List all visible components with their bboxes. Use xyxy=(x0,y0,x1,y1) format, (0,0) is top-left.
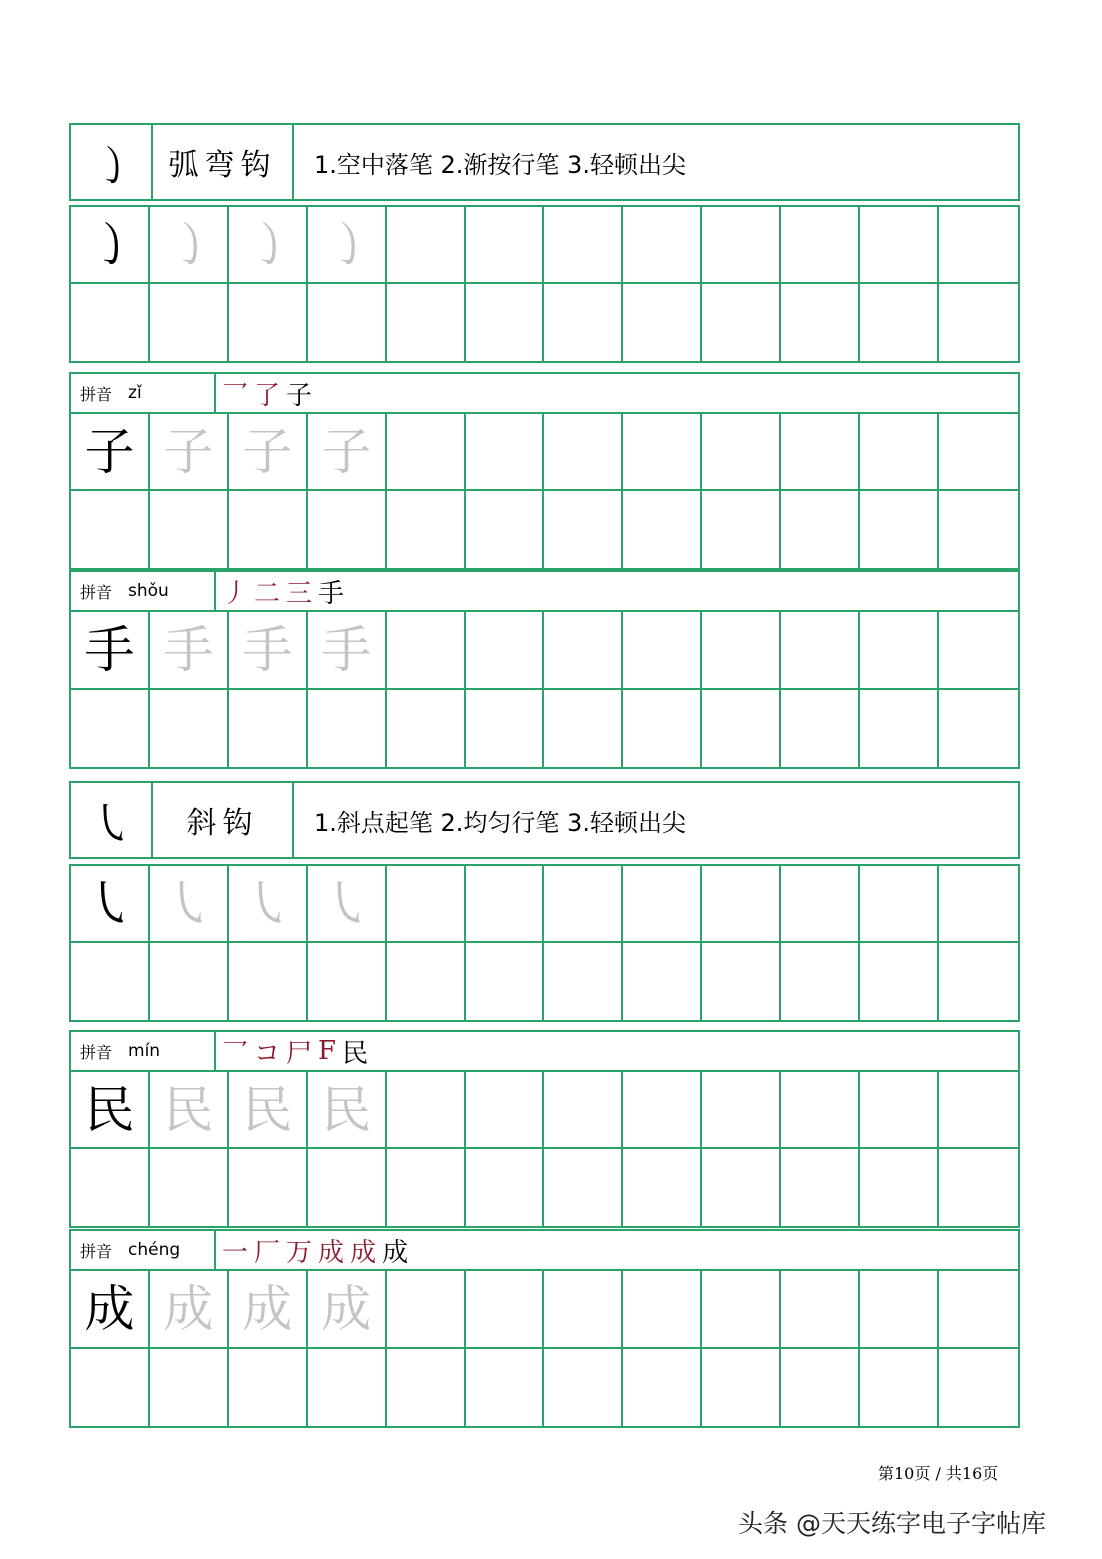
page-number: 第10页 / 共16页 xyxy=(878,1464,999,1483)
watermark: 头条 @天天练字电子字帖库 xyxy=(738,1509,1046,1538)
empty-practice-cell xyxy=(466,943,545,1020)
char-block-min xyxy=(69,1030,1020,1070)
empty-practice-cell xyxy=(150,943,229,1020)
empty-practice-cell xyxy=(387,1149,466,1226)
empty-practice-cell xyxy=(544,866,623,943)
empty-practice-cell xyxy=(387,284,466,361)
stroke-order-step: 成 xyxy=(318,1237,345,1268)
empty-practice-cell xyxy=(544,1271,623,1349)
char-block-zi xyxy=(69,372,1020,412)
empty-practice-cell xyxy=(387,690,466,768)
model-char-cell: 子 xyxy=(71,414,150,491)
empty-practice-cell xyxy=(623,1072,702,1149)
empty-practice-cell xyxy=(623,866,702,943)
empty-practice-cell xyxy=(781,612,860,690)
empty-practice-cell xyxy=(229,943,308,1020)
stroke-order xyxy=(216,572,1018,610)
trace-char-cell: ㇁ xyxy=(229,207,308,284)
empty-practice-cell xyxy=(623,1271,702,1349)
empty-practice-cell xyxy=(544,690,623,768)
empty-practice-cell xyxy=(939,1149,1018,1226)
stroke-order-step: 子 xyxy=(286,380,313,411)
stroke-practice-grid-1 xyxy=(69,205,1020,363)
pinyin-label: 拼音 xyxy=(80,1241,113,1261)
model-char-cell: ㇂ xyxy=(71,866,150,943)
trace-char-cell: 手 xyxy=(150,612,229,690)
empty-practice-cell xyxy=(781,866,860,943)
empty-practice-cell xyxy=(702,866,781,943)
empty-practice-cell xyxy=(544,1072,623,1149)
empty-practice-cell xyxy=(939,612,1018,690)
trace-char-cell: ㇁ xyxy=(150,207,229,284)
pinyin-label: 拼音 xyxy=(80,384,113,404)
empty-practice-cell xyxy=(702,284,781,361)
empty-practice-cell xyxy=(702,1149,781,1226)
empty-practice-cell xyxy=(860,1149,939,1226)
pinyin-text: shǒu xyxy=(128,581,169,601)
empty-practice-cell xyxy=(781,1149,860,1226)
trace-char-cell: 民 xyxy=(229,1072,308,1149)
empty-practice-cell xyxy=(544,612,623,690)
empty-practice-cell xyxy=(308,1149,387,1226)
empty-practice-cell xyxy=(781,690,860,768)
model-char-cell: ㇁ xyxy=(71,207,150,284)
trace-char-cell: 成 xyxy=(229,1271,308,1349)
empty-practice-cell xyxy=(387,1072,466,1149)
empty-practice-cell xyxy=(860,1271,939,1349)
trace-char-cell: 子 xyxy=(229,414,308,491)
stroke-order xyxy=(216,374,1018,412)
empty-practice-cell xyxy=(466,690,545,768)
stroke-order-step: 民 xyxy=(342,1038,369,1069)
stroke-order-step: 万 xyxy=(286,1237,313,1268)
empty-practice-cell xyxy=(229,284,308,361)
char-block-shou xyxy=(69,570,1020,610)
empty-practice-cell xyxy=(939,1072,1018,1149)
model-char-cell: 民 xyxy=(71,1072,150,1149)
empty-practice-cell xyxy=(860,612,939,690)
model-char-cell: 成 xyxy=(71,1271,150,1349)
empty-practice-cell xyxy=(702,491,781,568)
empty-practice-cell xyxy=(466,207,545,284)
empty-practice-cell xyxy=(702,1271,781,1349)
stroke-glyph: ㇂ xyxy=(71,783,153,857)
stroke-order-step: 成 xyxy=(382,1237,409,1268)
empty-practice-cell xyxy=(466,1349,545,1427)
empty-practice-cell xyxy=(150,284,229,361)
empty-practice-cell xyxy=(387,1349,466,1427)
empty-practice-cell xyxy=(939,491,1018,568)
empty-practice-cell xyxy=(939,284,1018,361)
empty-practice-cell xyxy=(387,491,466,568)
empty-practice-cell xyxy=(387,612,466,690)
empty-practice-cell xyxy=(229,491,308,568)
empty-practice-cell xyxy=(544,943,623,1020)
trace-char-cell: 民 xyxy=(308,1072,387,1149)
empty-practice-cell xyxy=(466,866,545,943)
empty-practice-cell xyxy=(781,491,860,568)
empty-practice-cell xyxy=(387,866,466,943)
stroke-order-step: 乛 xyxy=(222,1038,249,1069)
empty-practice-cell xyxy=(939,1349,1018,1427)
pinyin-text: chéng xyxy=(128,1240,181,1260)
stroke-order-step: 了 xyxy=(254,380,281,411)
empty-practice-cell xyxy=(623,207,702,284)
empty-practice-cell xyxy=(623,414,702,491)
stroke-order xyxy=(216,1231,1018,1269)
stroke-order-step: 厂 xyxy=(254,1237,281,1268)
trace-char-cell: ㇂ xyxy=(150,866,229,943)
stroke-order-step: 尸 xyxy=(286,1038,313,1069)
empty-practice-cell xyxy=(623,284,702,361)
trace-char-cell: 子 xyxy=(150,414,229,491)
empty-practice-cell xyxy=(71,284,150,361)
empty-practice-cell xyxy=(466,612,545,690)
empty-practice-cell xyxy=(623,612,702,690)
stroke-order-step: 三 xyxy=(286,578,313,609)
model-char-cell: 手 xyxy=(71,612,150,690)
stroke-glyph: ㇁ xyxy=(71,125,153,199)
empty-practice-cell xyxy=(387,414,466,491)
empty-practice-cell xyxy=(71,491,150,568)
empty-practice-cell xyxy=(939,690,1018,768)
empty-practice-cell xyxy=(544,284,623,361)
empty-practice-cell xyxy=(623,1349,702,1427)
empty-practice-cell xyxy=(466,491,545,568)
empty-practice-cell xyxy=(860,866,939,943)
stroke-name: 弧弯钩 xyxy=(153,125,294,199)
empty-practice-cell xyxy=(150,1149,229,1226)
stroke-order-step: 二 xyxy=(254,578,281,609)
empty-practice-cell xyxy=(860,1349,939,1427)
empty-practice-cell xyxy=(308,943,387,1020)
empty-practice-cell xyxy=(229,690,308,768)
stroke-order-step: 丿 xyxy=(222,578,249,609)
empty-practice-cell xyxy=(702,207,781,284)
empty-practice-cell xyxy=(544,1349,623,1427)
empty-practice-cell xyxy=(939,866,1018,943)
trace-char-cell: ㇂ xyxy=(308,866,387,943)
empty-practice-cell xyxy=(939,943,1018,1020)
stroke-order-step: 成 xyxy=(350,1237,377,1268)
empty-practice-cell xyxy=(702,414,781,491)
empty-practice-cell xyxy=(544,207,623,284)
empty-practice-cell xyxy=(71,1149,150,1226)
empty-practice-cell xyxy=(466,414,545,491)
char-block-cheng xyxy=(69,1229,1020,1269)
empty-practice-cell xyxy=(781,414,860,491)
stroke-tips: 1.空中落笔 2.渐按行笔 3.轻顿出尖 xyxy=(314,150,686,179)
empty-practice-cell xyxy=(702,1349,781,1427)
empty-practice-cell xyxy=(387,943,466,1020)
empty-practice-cell xyxy=(939,414,1018,491)
stroke-practice-grid-2 xyxy=(69,864,1020,1022)
char-grid-cheng xyxy=(69,1269,1020,1428)
empty-practice-cell xyxy=(150,491,229,568)
empty-practice-cell xyxy=(229,1149,308,1226)
empty-practice-cell xyxy=(781,1072,860,1149)
empty-practice-cell xyxy=(781,1349,860,1427)
trace-char-cell: 成 xyxy=(150,1271,229,1349)
empty-practice-cell xyxy=(229,1349,308,1427)
empty-practice-cell xyxy=(466,284,545,361)
empty-practice-cell xyxy=(387,1271,466,1349)
empty-practice-cell xyxy=(466,1149,545,1226)
empty-practice-cell xyxy=(623,943,702,1020)
empty-practice-cell xyxy=(71,943,150,1020)
empty-practice-cell xyxy=(860,284,939,361)
empty-practice-cell xyxy=(860,943,939,1020)
empty-practice-cell xyxy=(387,207,466,284)
empty-practice-cell xyxy=(702,690,781,768)
empty-practice-cell xyxy=(150,690,229,768)
stroke-order-step: 手 xyxy=(318,578,345,609)
empty-practice-cell xyxy=(623,1149,702,1226)
empty-practice-cell xyxy=(781,207,860,284)
trace-char-cell: 手 xyxy=(308,612,387,690)
empty-practice-cell xyxy=(939,1271,1018,1349)
empty-practice-cell xyxy=(544,491,623,568)
trace-char-cell: 手 xyxy=(229,612,308,690)
empty-practice-cell xyxy=(623,690,702,768)
trace-char-cell: 民 xyxy=(150,1072,229,1149)
stroke-order-step: F xyxy=(318,1036,337,1066)
empty-practice-cell xyxy=(702,612,781,690)
stroke-header-1 xyxy=(69,123,1020,201)
empty-practice-cell xyxy=(939,207,1018,284)
empty-practice-cell xyxy=(466,1271,545,1349)
empty-practice-cell xyxy=(860,414,939,491)
empty-practice-cell xyxy=(71,1349,150,1427)
empty-practice-cell xyxy=(623,491,702,568)
pinyin-label: 拼音 xyxy=(80,1042,113,1062)
stroke-order-step: コ xyxy=(254,1038,281,1069)
empty-practice-cell xyxy=(150,1349,229,1427)
char-grid-shou xyxy=(69,610,1020,769)
pinyin-label: 拼音 xyxy=(80,582,113,602)
empty-practice-cell xyxy=(544,414,623,491)
pinyin-text: mín xyxy=(128,1041,161,1061)
stroke-tips: 1.斜点起笔 2.均匀行笔 3.轻顿出尖 xyxy=(314,808,686,837)
empty-practice-cell xyxy=(702,943,781,1020)
empty-practice-cell xyxy=(781,943,860,1020)
stroke-order-step: 乛 xyxy=(222,380,249,411)
empty-practice-cell xyxy=(544,1149,623,1226)
pinyin-text: zǐ xyxy=(128,383,142,403)
empty-practice-cell xyxy=(781,1271,860,1349)
char-grid-min xyxy=(69,1070,1020,1228)
empty-practice-cell xyxy=(71,690,150,768)
empty-practice-cell xyxy=(860,1072,939,1149)
empty-practice-cell xyxy=(308,284,387,361)
stroke-order-step: 一 xyxy=(222,1237,249,1268)
empty-practice-cell xyxy=(860,491,939,568)
trace-char-cell: 成 xyxy=(308,1271,387,1349)
empty-practice-cell xyxy=(781,284,860,361)
trace-char-cell: ㇂ xyxy=(229,866,308,943)
empty-practice-cell xyxy=(308,491,387,568)
empty-practice-cell xyxy=(860,690,939,768)
stroke-name: 斜钩 xyxy=(153,783,294,857)
empty-practice-cell xyxy=(466,1072,545,1149)
empty-practice-cell xyxy=(308,690,387,768)
empty-practice-cell xyxy=(308,1349,387,1427)
empty-practice-cell xyxy=(860,207,939,284)
empty-practice-cell xyxy=(702,1072,781,1149)
stroke-header-2 xyxy=(69,781,1020,859)
char-grid-zi xyxy=(69,412,1020,570)
trace-char-cell: 子 xyxy=(308,414,387,491)
stroke-order xyxy=(216,1032,1018,1070)
trace-char-cell: ㇁ xyxy=(308,207,387,284)
